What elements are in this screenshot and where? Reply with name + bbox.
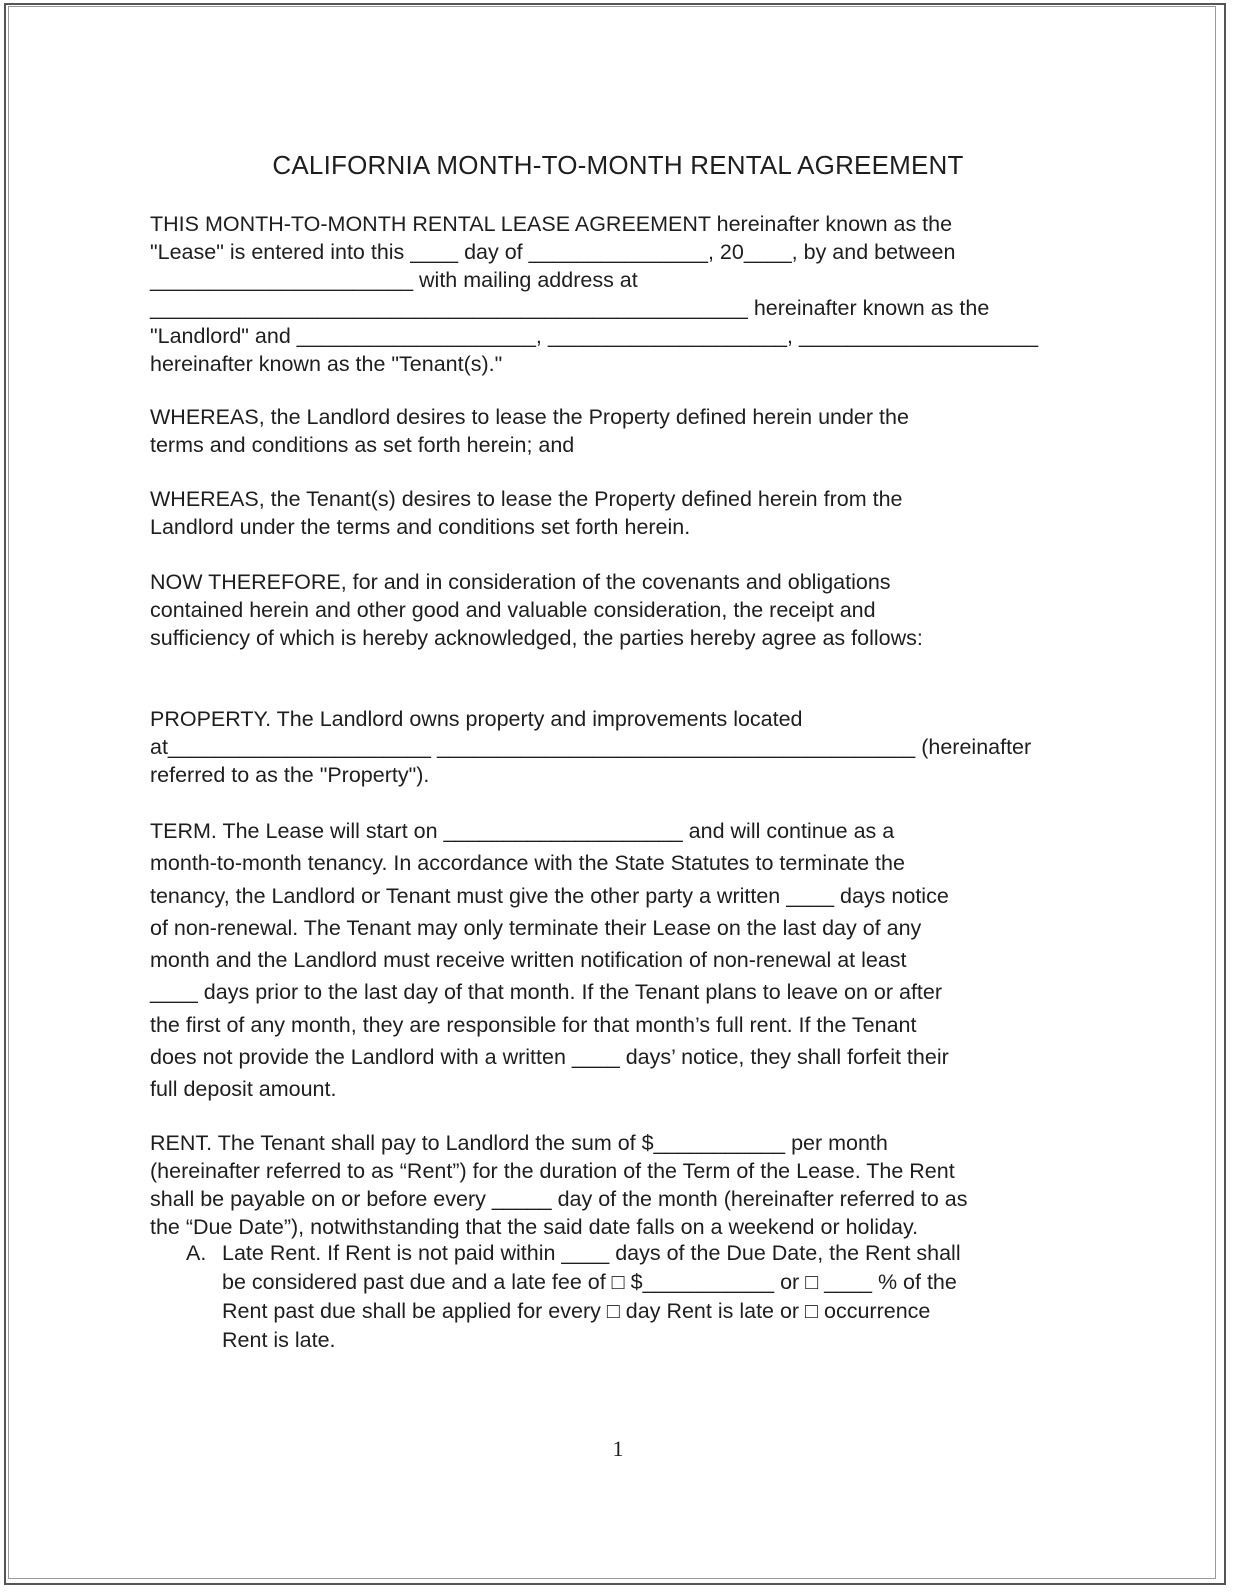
rent-paragraph xyxy=(150,1129,1090,1241)
document-title: CALIFORNIA MONTH-TO-MONTH RENTAL AGREEMENT xyxy=(272,150,964,180)
rent-line: the “Due Date”), notwithstanding that the said date falls on a weekend or holiday. xyxy=(150,1215,919,1239)
term-line: month-to-month tenancy. In accordance with the State Statutes to terminate the xyxy=(150,851,905,876)
now-therefore-line: contained herein and other good and valuable consideration, the receipt and xyxy=(150,598,876,622)
whereas-landlord-paragraph xyxy=(150,403,1090,459)
intro-paragraph xyxy=(150,210,1090,378)
late-rent-line: Late Rent. If Rent is not paid within ____ days of the Due Date, the Rent shall xyxy=(222,1241,961,1265)
rent-line: RENT. The Tenant shall pay to Landlord the sum of $___________ per month xyxy=(150,1131,888,1155)
whereas-line: Landlord under the terms and conditions set forth herein. xyxy=(150,515,691,539)
term-paragraph xyxy=(150,815,1090,1106)
whereas-line: WHEREAS, the Landlord desires to lease the Property defined herein under the xyxy=(150,405,909,429)
intro-line: "Landlord" and ____________________, ____________________, ____________________ xyxy=(150,324,1039,348)
intro-line: hereinafter known as the "Tenant(s)." xyxy=(150,352,503,376)
intro-line: THIS MONTH-TO-MONTH RENTAL LEASE AGREEMENT hereinafter known as the xyxy=(150,212,953,236)
now-therefore-line: NOW THEREFORE, for and in consideration of the covenants and obligations xyxy=(150,570,891,594)
page-number: 1 xyxy=(612,1436,624,1461)
whereas-line: terms and conditions as set forth herein; and xyxy=(150,433,575,457)
late-rent-text xyxy=(222,1239,961,1355)
term-line: does not provide the Landlord with a written ____ days’ notice, they shall forfeit their xyxy=(150,1045,949,1070)
late-rent-line: Rent is late. xyxy=(222,1328,336,1352)
intro-line: "Lease" is entered into this ____ day of _______________, 20____, by and between xyxy=(150,240,956,264)
term-line: ____ days prior to the last day of that month. If the Tenant plans to leave on or after xyxy=(150,980,943,1005)
intro-line: ______________________ with mailing address at xyxy=(150,268,638,292)
list-marker: A. xyxy=(186,1241,207,1265)
now-therefore-line: sufficiency of which is hereby acknowledged, the parties hereby agree as follows: xyxy=(150,626,923,650)
whereas-line: WHEREAS, the Tenant(s) desires to lease the Property defined herein from the xyxy=(150,487,903,511)
term-line: tenancy, the Landlord or Tenant must give the other party a written ____ days notice xyxy=(150,883,949,908)
term-line: full deposit amount. xyxy=(150,1077,337,1102)
term-line: TERM. The Lease will start on ____________________ and will continue as a xyxy=(150,819,895,843)
rent-line: shall be payable on or before every _____ day of the month (hereinafter referred to as xyxy=(150,1187,968,1211)
late-rent-line: be considered past due and a late fee of □ $___________ or □ ____ % of the xyxy=(222,1270,957,1294)
property-line: PROPERTY. The Landlord owns property and improvements located xyxy=(150,707,803,731)
rent-line: (hereinafter referred to as “Rent”) for the duration of the Term of the Lease. The Rent xyxy=(150,1159,955,1183)
term-line: of non-renewal. The Tenant may only terminate their Lease on the last day of any xyxy=(150,915,922,940)
intro-line: __________________________________________________ hereinafter known as the xyxy=(150,296,990,320)
term-line: month and the Landlord must receive written notification of non-renewal at least xyxy=(150,948,907,973)
late-rent-line: Rent past due shall be applied for every □ day Rent is late or □ occurrence xyxy=(222,1299,931,1323)
whereas-tenant-paragraph xyxy=(150,485,1090,541)
property-paragraph xyxy=(150,705,1090,789)
now-therefore-paragraph xyxy=(150,568,1090,652)
property-line: referred to as the "Property"). xyxy=(150,763,430,787)
term-line: the first of any month, they are responsible for that month’s full rent. If the Tenant xyxy=(150,1012,917,1037)
property-line: at______________________ ________________________________________ (hereinafter xyxy=(150,735,1032,759)
